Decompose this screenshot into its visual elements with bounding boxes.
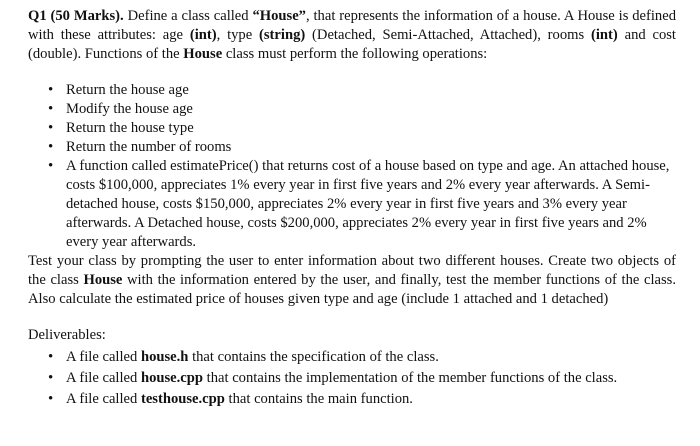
age-type-int: (int) bbox=[189, 27, 217, 43]
class-name: “House” bbox=[252, 8, 306, 24]
deliverable-suffix: that contains the specification of the class. bbox=[188, 349, 439, 365]
list-item bbox=[28, 348, 676, 367]
intro-text-2: , that represents the information of a house. A House is defined with these attributes: age bbox=[28, 8, 676, 43]
intro-text-4: (Detached, Semi-Attached, Attached), rooms bbox=[305, 27, 591, 43]
test-text-1: Test your class by prompting the user to enter information about two different houses. Create two objects of the class bbox=[28, 253, 676, 288]
deliverable-file: house.cpp bbox=[140, 370, 204, 386]
intro-text-5: and cost (double). Functions of the bbox=[28, 27, 676, 62]
list-item: • Modify the house age bbox=[28, 100, 676, 119]
deliverable-file: testhouse.cpp bbox=[140, 391, 225, 407]
deliverables-title: Deliverables: bbox=[28, 327, 106, 343]
list-item: • A function called estimatePrice() that returns cost of a house based on type and age. An attached house, costs $100,000, appreciates 1% every year in first five years and 2% every year afterwards. A Semi-detached house, costs $150,000, appreciates 2% every year in first five years and 3% every year afterwards. A Detached house, costs $200,000, appreciates 2% every year in first five years and 2% every year afterwards. bbox=[28, 157, 676, 252]
test-text-2: with the information entered by the user, and finally, test the member functions of the class. Also calculate the estimated price of houses given type and age (include 1 attached and 1 detached) bbox=[28, 272, 676, 307]
list-item: • Return the number of rooms bbox=[28, 138, 676, 157]
deliverable-suffix: that contains the implementation of the member functions of the class. bbox=[203, 370, 618, 386]
deliverable-prefix: A file called bbox=[66, 349, 141, 365]
deliverable-file: house.h bbox=[140, 349, 189, 365]
deliverables-list bbox=[28, 348, 676, 409]
question-label: Q1 (50 Marks). bbox=[28, 8, 124, 24]
assignment-document bbox=[28, 7, 676, 411]
operations-list bbox=[28, 81, 676, 252]
list-item: • Return the house type bbox=[28, 119, 676, 138]
intro-text-3: , type bbox=[216, 27, 260, 43]
type-string: (string) bbox=[259, 27, 306, 43]
house-class-bold: House bbox=[83, 272, 123, 288]
intro-text-6: class must perform the following operations: bbox=[222, 46, 488, 62]
list-item bbox=[28, 369, 676, 388]
rooms-type-int: (int) bbox=[591, 27, 618, 43]
house-class-bold: House bbox=[183, 46, 223, 62]
deliverable-prefix: A file called bbox=[66, 391, 141, 407]
list-item bbox=[28, 390, 676, 409]
list-item: • Return the house age bbox=[28, 81, 676, 100]
test-instructions bbox=[28, 252, 676, 309]
deliverable-suffix: that contains the main function. bbox=[224, 391, 413, 407]
intro-text-1: Define a class called bbox=[123, 8, 253, 24]
question-intro bbox=[28, 7, 676, 64]
deliverable-prefix: A file called bbox=[66, 370, 141, 386]
